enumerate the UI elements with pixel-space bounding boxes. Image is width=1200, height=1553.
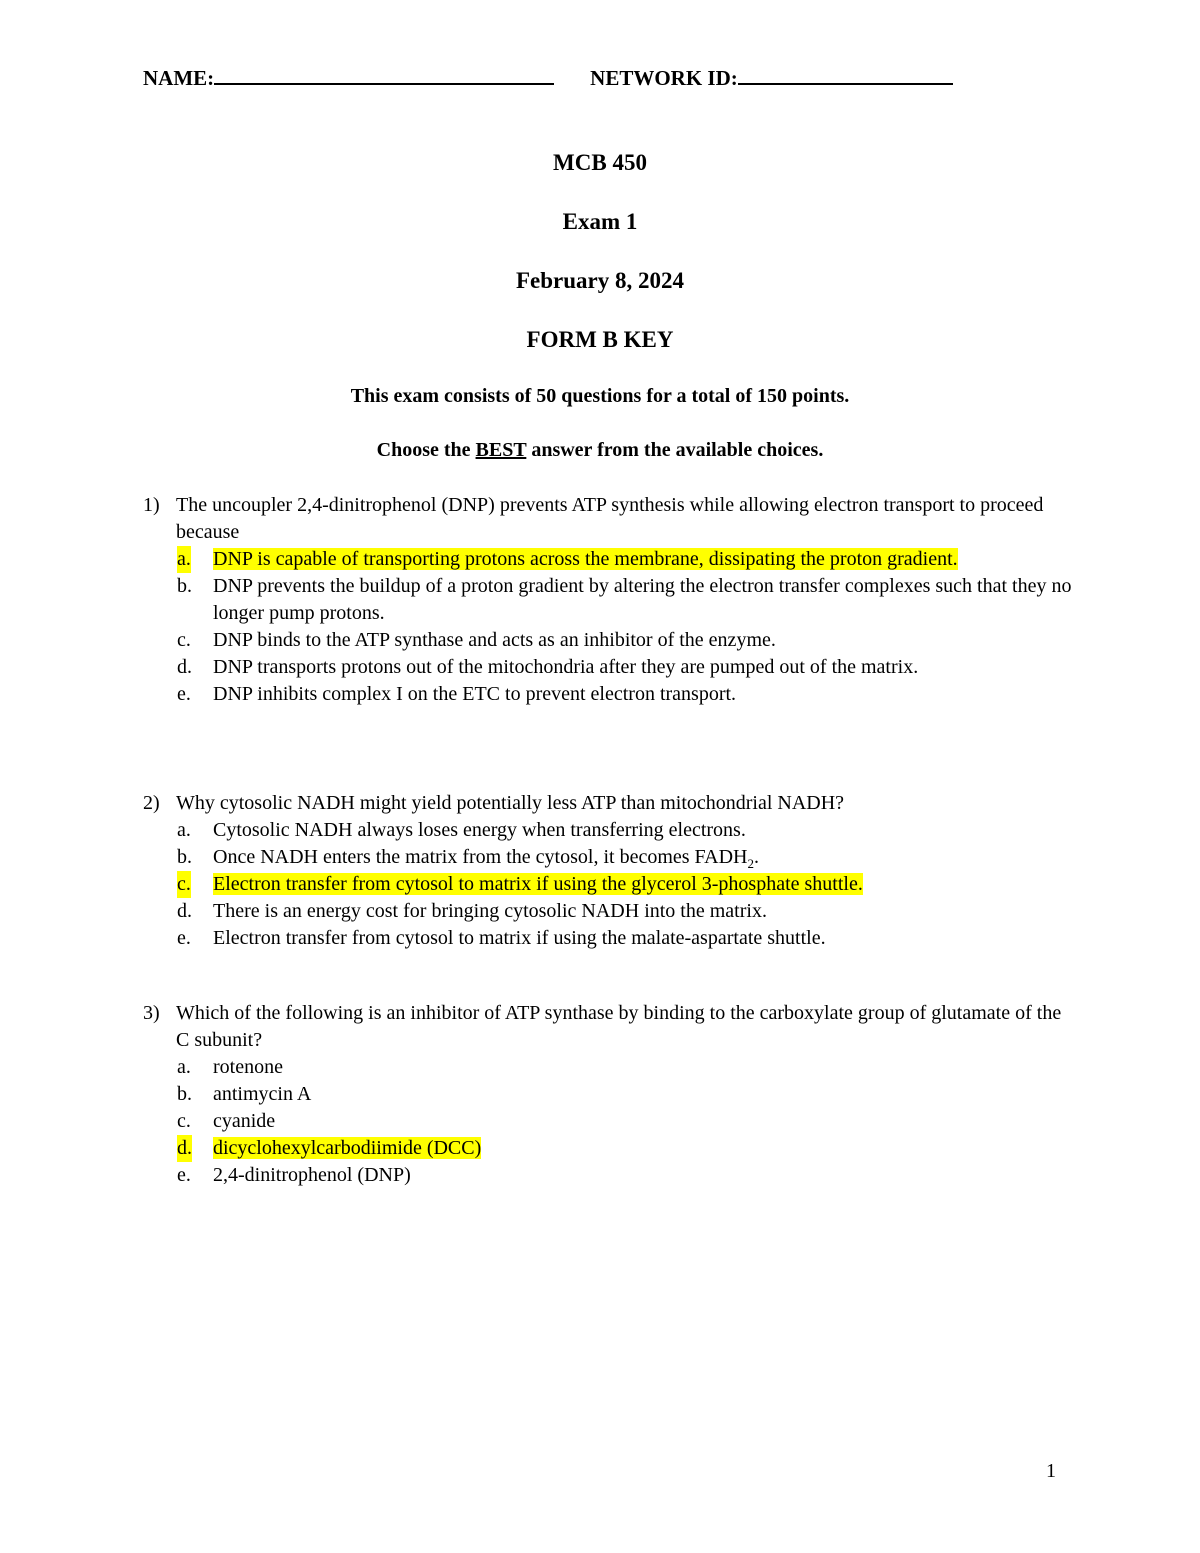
exam-form: FORM B KEY xyxy=(526,327,674,352)
answer-choice xyxy=(143,627,1073,654)
choice-letter: d. xyxy=(177,656,192,678)
answer-choice xyxy=(143,871,1073,898)
choice-text: cyanide xyxy=(213,1110,276,1132)
choice-letter: a. xyxy=(177,546,191,573)
question-stem xyxy=(143,492,1073,546)
choice-letter: a. xyxy=(177,819,191,841)
question-text: The uncoupler 2,4-dinitrophenol (DNP) prevents ATP synthesis while allowing electron transport to proceed because xyxy=(176,494,1044,543)
choice-letter: c. xyxy=(177,871,191,898)
subscript: 2 xyxy=(747,856,755,871)
answer-choice xyxy=(143,1054,1073,1081)
choice-text-end: . xyxy=(754,846,760,868)
answer-choice xyxy=(143,546,1073,573)
choice-text: DNP binds to the ATP synthase and acts as an inhibitor of the enzyme. xyxy=(213,629,776,651)
instructions-suffix: answer from the available choices. xyxy=(526,439,824,461)
question-text: Why cytosolic NADH might yield potentially less ATP than mitochondrial NADH? xyxy=(176,792,845,814)
choice-text-correct: Electron transfer from cytosol to matrix if using the glycerol 3-phosphate shuttle. xyxy=(213,873,863,895)
exam-date: February 8, 2024 xyxy=(515,268,684,293)
choice-letter: d. xyxy=(177,900,192,922)
question-3 xyxy=(143,1000,1073,1189)
answer-choice xyxy=(143,898,1073,925)
page-number: 1 xyxy=(1046,1460,1056,1482)
course-title: MCB 450 xyxy=(553,150,647,175)
choice-letter: b. xyxy=(177,575,192,597)
choice-text: There is an energy cost for bringing cytosolic NADH into the matrix. xyxy=(213,900,767,922)
choice-text: DNP transports protons out of the mitochondria after they are pumped out of the matrix. xyxy=(213,656,919,678)
instructions-choose xyxy=(0,439,1200,462)
name-label: NAME: xyxy=(143,66,215,90)
choice-letter: d. xyxy=(177,1135,192,1162)
question-2 xyxy=(143,790,1073,952)
choice-letter: c. xyxy=(177,629,191,651)
name-blank-line xyxy=(214,67,554,85)
header-fields xyxy=(143,66,953,91)
answer-choice xyxy=(143,817,1073,844)
choice-letter: e. xyxy=(177,927,191,949)
instructions-emphasis: BEST xyxy=(475,439,527,461)
question-stem xyxy=(143,790,1073,817)
answer-choice xyxy=(143,573,1073,627)
choice-letter: e. xyxy=(177,1164,191,1186)
choice-letter: e. xyxy=(177,683,191,705)
question-number: 3) xyxy=(143,1002,160,1024)
answer-choice xyxy=(143,925,1073,952)
question-number: 1) xyxy=(143,494,160,516)
exam-title: Exam 1 xyxy=(562,209,638,234)
choice-text-main: Once NADH enters the matrix from the cytosol, it becomes FADH xyxy=(213,846,748,868)
answer-choice xyxy=(143,844,1073,871)
question-stem xyxy=(143,1000,1073,1054)
choice-text: antimycin A xyxy=(213,1083,312,1105)
answer-choice xyxy=(143,1135,1073,1162)
choice-letter: c. xyxy=(177,1110,191,1132)
instructions-total: This exam consists of 50 questions for a total of 150 points. xyxy=(350,385,850,407)
network-id-blank-line xyxy=(738,67,953,85)
choice-text: Cytosolic NADH always loses energy when transferring electrons. xyxy=(213,819,746,841)
network-id-label: NETWORK ID: xyxy=(590,66,738,90)
answer-choice xyxy=(143,1108,1073,1135)
choice-letter: b. xyxy=(177,1083,192,1105)
question-number: 2) xyxy=(143,792,160,814)
choice-letter: b. xyxy=(177,846,192,868)
answer-choice xyxy=(143,1081,1073,1108)
choice-text: 2,4-dinitrophenol (DNP) xyxy=(213,1164,411,1186)
choice-text: DNP inhibits complex I on the ETC to prevent electron transport. xyxy=(213,683,737,705)
choice-letter: a. xyxy=(177,1056,191,1078)
choice-text: Electron transfer from cytosol to matrix if using the malate-aspartate shuttle. xyxy=(213,927,826,949)
answer-choice xyxy=(143,1162,1073,1189)
choice-text: DNP prevents the buildup of a proton gradient by altering the electron transfer complexes such that they no longer pump protons. xyxy=(213,575,1072,624)
choice-text-correct: DNP is capable of transporting protons across the membrane, dissipating the proton gradient. xyxy=(213,548,958,570)
question-1 xyxy=(143,492,1073,708)
answer-choice xyxy=(143,654,1073,681)
answer-choice xyxy=(143,681,1073,708)
instructions-prefix: Choose the xyxy=(376,439,476,461)
choice-text: rotenone xyxy=(213,1056,283,1078)
choice-text-correct: dicyclohexylcarbodiimide (DCC) xyxy=(213,1137,482,1159)
choice-text xyxy=(213,846,760,871)
question-text: Which of the following is an inhibitor of ATP synthase by binding to the carboxylate group of glutamate of the C subunit? xyxy=(176,1002,1062,1051)
